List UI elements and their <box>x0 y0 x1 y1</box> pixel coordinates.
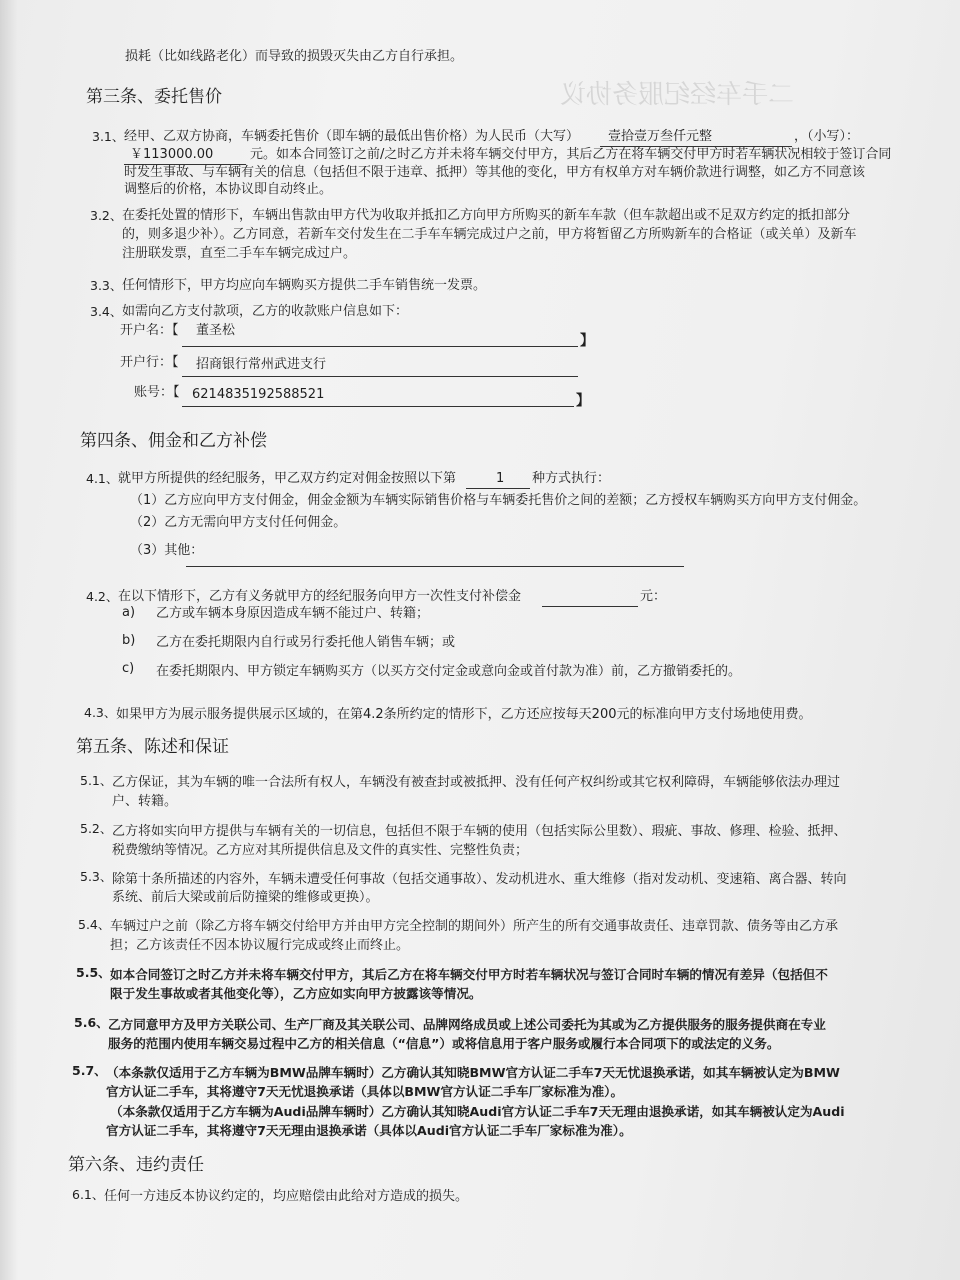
clause-3-2-line-3: 注册联发票，直至二手车车辆完成过户。 <box>122 246 357 261</box>
clause-6-1-number: 6.1、 <box>72 1187 105 1202</box>
clause-5-7-number: 5.7、 <box>72 1063 107 1078</box>
commission-option-2: （2）乙方无需向甲方支付任何佣金。 <box>130 515 347 530</box>
account-holder-value: 董圣松 <box>196 323 236 338</box>
clause-3-1-line-4: 调整后的价格，本协议即自动终止。 <box>124 182 333 197</box>
clause-4-2-item-b-mark: b) <box>122 633 136 648</box>
clause-3-3-number: 3.3、 <box>90 278 123 293</box>
commission-option-3: （3）其他： <box>130 543 204 558</box>
account-number-close: 】 <box>576 393 590 409</box>
clause-4-1-line-1b: 种方式执行： <box>532 471 611 486</box>
clause-3-1-line-2b: 元。如本合同签订之前/之时乙方并未将车辆交付甲方，其后乙方在将车辆交付甲方时若车辆状况相较于签订合同 <box>250 147 892 162</box>
intro-line: 损耗（比如线路老化）而导致的损毁灭失由乙方自行承担。 <box>125 49 464 64</box>
commission-option-1: （1）乙方应向甲方支付佣金，佣金金额为车辆实际销售价格与车辆委托售价之间的差额；乙方授权车辆购买方向甲方支付佣金。 <box>130 493 867 508</box>
amount-in-words: 壹拾壹万叁仟元整 <box>608 129 713 144</box>
clause-3-3-line-1: 任何情形下，甲方均应向车辆购买方提供二手车销售统一发票。 <box>122 278 487 293</box>
clause-3-1-line-3: 时发生事故、与车辆有关的信息（包括但不限于违章、抵押）等其他的变化，甲方有权单方对车辆价款进行调整，如乙方不同意该 <box>124 165 866 180</box>
show-through-title: 二手车经纪服务协议 <box>560 80 795 110</box>
clause-3-2-line-1: 在委托处置的情形下，车辆出售款由甲方代为收取并抵扣乙方向甲方所购买的新车车款（但车款超出或不足双方约定的抵扣部分 <box>122 208 851 223</box>
clause-4-3-line-1: 如果甲方为展示服务提供展示区域的，在第4.2条所约定的情形下，乙方还应按每天200元的标准向甲方支付场地使用费。 <box>116 707 812 722</box>
amount-in-figures: ￥113000.00 <box>130 147 214 162</box>
clause-5-6-line-1: 乙方同意甲方及甲方关联公司、生产厂商及其关联公司、品牌网络成员或上述公司委托为其或为乙方提供服务的服务提供商在专业 <box>108 1017 826 1032</box>
account-holder-label: 开户名：【 <box>120 323 179 338</box>
commission-choice: 1 <box>496 471 505 486</box>
clause-5-7-line-4: 官方认证二手车，其将遵守7天无理由退换承诺（具体以Audi官方认证二手车厂家标准为准）。 <box>106 1123 632 1138</box>
account-number-underline <box>182 406 574 407</box>
clause-5-2-line-2: 税费缴纳等情况。乙方应对其所提供信息及文件的真实性、完整性负责； <box>112 843 529 858</box>
clause-5-3-number: 5.3、 <box>80 869 113 884</box>
clause-4-2-number: 4.2、 <box>86 589 119 604</box>
clause-5-7-line-1: （本条款仅适用于乙方车辆为BMW品牌车辆时）乙方确认其知晓BMW官方认证二手车7天无忧退换承诺，如其车辆被认定为BMW <box>106 1065 840 1080</box>
clause-3-4-line-1: 如需向乙方支付款项，乙方的收款账户信息如下： <box>122 304 409 319</box>
clause-5-6-line-2: 服务的范围内使用车辆交易过程中乙方的相关信息（“信息”）或将信息用于客户服务或履行本合同项下的或法定的义务。 <box>108 1036 780 1051</box>
account-bank-underline <box>182 376 578 377</box>
clause-3-1-line-1b: ，（小写）： <box>794 129 860 144</box>
clause-3-2-line-2: 的，则多退少补）。乙方同意，若新车交付发生在二手车车辆完成过户之前，甲方将暂留乙方所购新车的合格证（或关单）及新车 <box>122 227 857 242</box>
clause-5-5-line-2: 限于发生事故或者其他变化等），乙方应如实向甲方披露该等情况。 <box>110 986 482 1001</box>
section-3-title: 第三条、委托售价 <box>86 87 222 107</box>
clause-5-4-number: 5.4、 <box>78 917 111 932</box>
clause-5-2-line-1: 乙方将如实向甲方提供与车辆有关的一切信息，包括但不限于车辆的使用（包括实际公里数）、瑕疵、事故、修理、检验、抵押、 <box>112 824 847 839</box>
clause-5-7-line-3: （本条款仅适用于乙方车辆为Audi品牌车辆时）乙方确认其知晓Audi官方认证二手车7天无理由退换承诺，如其车辆被认定为Audi <box>110 1104 845 1119</box>
clause-3-1-line-1a: 经甲、乙双方协商，车辆委托售价（即车辆的最低出售价格）为人民币（大写） <box>124 129 580 144</box>
clause-4-2-item-c-mark: c) <box>122 661 135 676</box>
clause-3-4-number: 3.4、 <box>90 304 123 319</box>
section-5-title: 第五条、陈述和保证 <box>76 737 229 757</box>
clause-5-4-line-2: 担；乙方该责任不因本协议履行完成或终止而终止。 <box>110 938 410 953</box>
account-bank-label: 开户行：【 <box>120 355 179 370</box>
account-holder-underline <box>182 346 578 347</box>
clause-4-2-item-a: 乙方或车辆本身原因造成车辆不能过户、转籍； <box>156 606 430 621</box>
account-number-value: 6214835192588521 <box>192 387 325 402</box>
clause-5-2-number: 5.2、 <box>80 821 113 836</box>
clause-5-7-line-2: 官方认证二手车，其将遵守7天无忧退换承诺（具体以BMW官方认证二手车厂家标准为准）。 <box>106 1084 624 1099</box>
clause-5-6-number: 5.6、 <box>74 1015 109 1030</box>
commission-option-3-underline <box>186 566 684 567</box>
commission-choice-underline <box>466 488 530 489</box>
clause-5-3-line-1: 除第十条所描述的内容外，车辆未遭受任何事故（包括交通事故）、发动机进水、重大维修（指对发动机、变速箱、离合器、转向 <box>112 872 847 887</box>
clause-4-1-line-1a: 就甲方所提供的经纪服务，甲乙双方约定对佣金按照以下第 <box>118 471 457 486</box>
clause-4-3-number: 4.3、 <box>84 705 117 720</box>
clause-4-2-line-1a: 在以下情形下，乙方有义务就甲方的经纪服务向甲方一次性支付补偿金 <box>118 589 522 604</box>
clause-5-5-number: 5.5、 <box>76 965 111 980</box>
clause-5-1-line-1: 乙方保证，其为车辆的唯一合法所有权人，车辆没有被查封或被抵押、没有任何产权纠纷或其它权利障碍，车辆能够依法办理过 <box>112 775 841 790</box>
clause-3-2-number: 3.2、 <box>90 208 123 223</box>
account-holder-close: 】 <box>580 333 594 349</box>
clause-5-3-line-2: 系统、前后大梁或前后防撞梁的维修或更换）。 <box>112 890 379 905</box>
clause-4-2-item-b: 乙方在委托期限内自行或另行委托他人销售车辆；或 <box>156 635 456 650</box>
clause-5-1-line-2: 户、转籍。 <box>112 794 178 809</box>
account-number-label: 账号：【 <box>134 385 180 400</box>
clause-4-2-item-c: 在委托期限内、甲方锁定车辆购买方（以买方交付定金或意向金或首付款为准）前，乙方撤销委托的。 <box>156 664 742 679</box>
clause-5-5-line-1: 如本合同签订之时乙方并未将车辆交付甲方，其后乙方在将车辆交付甲方时若车辆状况与签订合同时车辆的情况有差异（包括但不 <box>110 967 828 982</box>
clause-4-2-line-1b: 元： <box>640 589 667 604</box>
clause-4-2-item-a-mark: a) <box>122 605 136 620</box>
page-shadow <box>0 0 18 1280</box>
clause-3-1-number: 3.1、 <box>92 129 125 144</box>
clause-5-4-line-1: 车辆过户之前（除乙方将车辆交付给甲方并由甲方完全控制的期间外）所产生的所有交通事故责任、违章罚款、债务等由乙方承 <box>110 919 839 934</box>
account-bank-value: 招商银行常州武进支行 <box>196 357 327 372</box>
clause-5-1-number: 5.1、 <box>80 773 113 788</box>
section-6-title: 第六条、违约责任 <box>68 1155 204 1175</box>
clause-6-1-line-1: 任何一方违反本协议约定的，均应赔偿由此给对方造成的损失。 <box>104 1189 469 1204</box>
clause-4-1-number: 4.1、 <box>86 471 119 486</box>
compensation-amount-underline <box>542 606 638 607</box>
section-4-title: 第四条、佣金和乙方补偿 <box>80 431 267 451</box>
